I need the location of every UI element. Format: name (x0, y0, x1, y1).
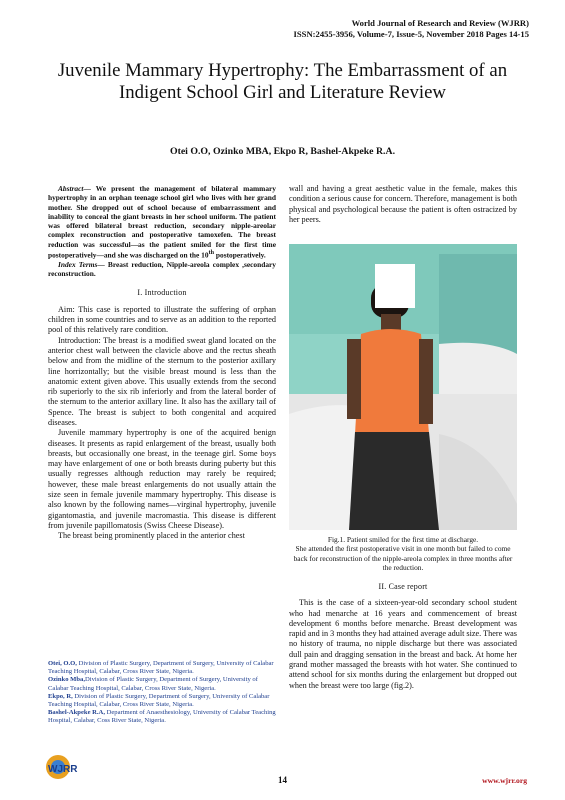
intro-paragraph: Introduction: The breast is a modified sweat gland located on the anterior chest wall between the clavicle above and the rectus sheath below and from the midline of the sternum to the posterior axillary line horrizontally; but the visible breast mound is less than the anatomic extent given above. This usually extends from the second rib superiorly to the six rib inferiorly and from the lateral border of the sternum to the anterior axillary line. It also has the axillary tail of Spence. The breast is subject to both congenital and acquired diseases. (48, 335, 276, 427)
caption-line: Fig.1. Patient smiled for the first time at discharge. (327, 535, 479, 544)
case-report-section (289, 582, 517, 691)
abstract (48, 184, 276, 260)
affiliation-name: Bashel-Akpeke R.A, (48, 709, 105, 717)
left-column (48, 184, 276, 542)
affiliation-item (48, 676, 276, 692)
affiliation-text: Division of Plastic Surgery, Department of Surgery, University of Calabar Teaching Hospital, Calabar, Cross River State, Nigeria. (48, 660, 274, 676)
page-number: 14 (278, 775, 287, 785)
abstract-text: We present the management of bilateral mammary hypertrophy in an orphan teenage school girl who lives with her grand mother. She dropped out of school because of embarrassment and inability to conceal the giant breasts in her school uniform. The patient was offered bilateral breast reduction, secondary nipple-areolar complex reconstruction and postoperative tamoxefen. The breast reduction was successful—as the patient smiled for the first time postoperatively—and she was discharged on the 10 (48, 184, 276, 260)
logo-text: WJRR (48, 764, 78, 775)
abstract-sup: th (208, 250, 215, 257)
affiliation-name: Otei, O.O, (48, 660, 77, 667)
affiliation-text: Division of Plastic Surgery, Department of Surgery, University of Calabar Teaching Hospital, Calabar, Cross River State, Nigeria. (48, 676, 258, 692)
figure-caption (289, 535, 517, 572)
abstract-label: Abstract— (58, 184, 91, 193)
index-terms (48, 260, 276, 279)
face-censor-box (375, 264, 415, 308)
affiliation-name: Ekpo, R, (48, 692, 73, 700)
index-terms-label: Index Terms— (58, 259, 105, 269)
index-terms-text: Breast reduction, Nipple-areola complex ,secondary reconstruction. (48, 259, 277, 279)
affiliations (48, 660, 276, 726)
affiliation-item (48, 660, 276, 676)
journal-url[interactable]: www.wjrr.org (482, 776, 527, 785)
right-column-top (289, 184, 517, 225)
paper-title: Juvenile Mammary Hypertrophy: The Embarrassment of an Indigent School Girl and Literature Review (57, 60, 508, 103)
running-header (294, 18, 529, 40)
abstract-end: postoperatively. (214, 250, 266, 260)
intro-heading: I. Introduction (137, 288, 187, 298)
case-report-text: This is the case of a sixteen-year-old secondary school student who had menarche at 16 years and commencement of breast development 6 months before menarche. Breast development was rapid and in 3 months they had attained average adult size. There was no history of trauma, no nipple discharge but there was associated dull pain and dragging sensation in the breast and back. At home her grand mother massaged the breasts with hot water. She continued to attend school for six months during the enlargement but dropped out when the breast were too large (fig.2). (289, 598, 517, 690)
intro-paragraph: The breast being prominently placed in the anterior chest (58, 531, 245, 541)
caption-line: She attended the first postoperative visit in one month but failed to come back for reconstruction of the nipple-areola complex in three months after the reduction. (293, 544, 513, 572)
issn-line: ISSN:2455-3956, Volume-7, Issue-5, November 2018 Pages 14-15 (293, 29, 529, 39)
intro-paragraph: Aim: This case is reported to illustrate the suffering of orphan children in some countries and to serve as an addition to the reported pool of this relatively rare condition. (48, 304, 276, 335)
journal-name: World Journal of Research and Review (WJRR) (351, 18, 529, 28)
affiliation-item (48, 709, 276, 725)
intro-paragraph: Juvenile mammary hypertrophy is one of the acquired benign diseases. It presents as rapid enlargement of the breast, usually both breasts, but occasionally one breast, in the teenage girl. Some boys may have enlargement of one or both breasts during puberty but this usually regresses although reduction may rarely be required; however, these male breast enlargements do not usually attain the size seen in female juvenile mammary hypertrophy. This disease is also known by the following names—virginal hypertrophy, juvenile gigantomastia, and juvenile macromastia. This disease is different from juvenile papillomatosis (Swiss Cheese Disease). (48, 428, 276, 530)
affiliation-item (48, 693, 276, 709)
intro-continued: wall and having a great aesthetic value in the female, makes this condition a serious cause for concern. Therefore, management is both physical and psychological because the patient is often ostracized by her peers. (289, 184, 517, 224)
patient-photo (289, 244, 517, 530)
author-list: Otei O.O, Ozinko MBA, Ekpo R, Bashel-Akpeke R.A. (169, 146, 396, 157)
affiliation-text: Division of Plastic Surgery, Department of Surgery, University of Calabar Teaching Hospital, Calabar, Cross River State, Nigeria. (48, 692, 270, 709)
case-report-heading: II. Case report (378, 582, 428, 591)
affiliation-name: Ozinko Mba, (48, 676, 86, 684)
affiliation-text: Department of Anaesthesiology, University of Calabar Teaching Hospital, Calabar, Coss River State, Nigeria. (48, 709, 276, 725)
